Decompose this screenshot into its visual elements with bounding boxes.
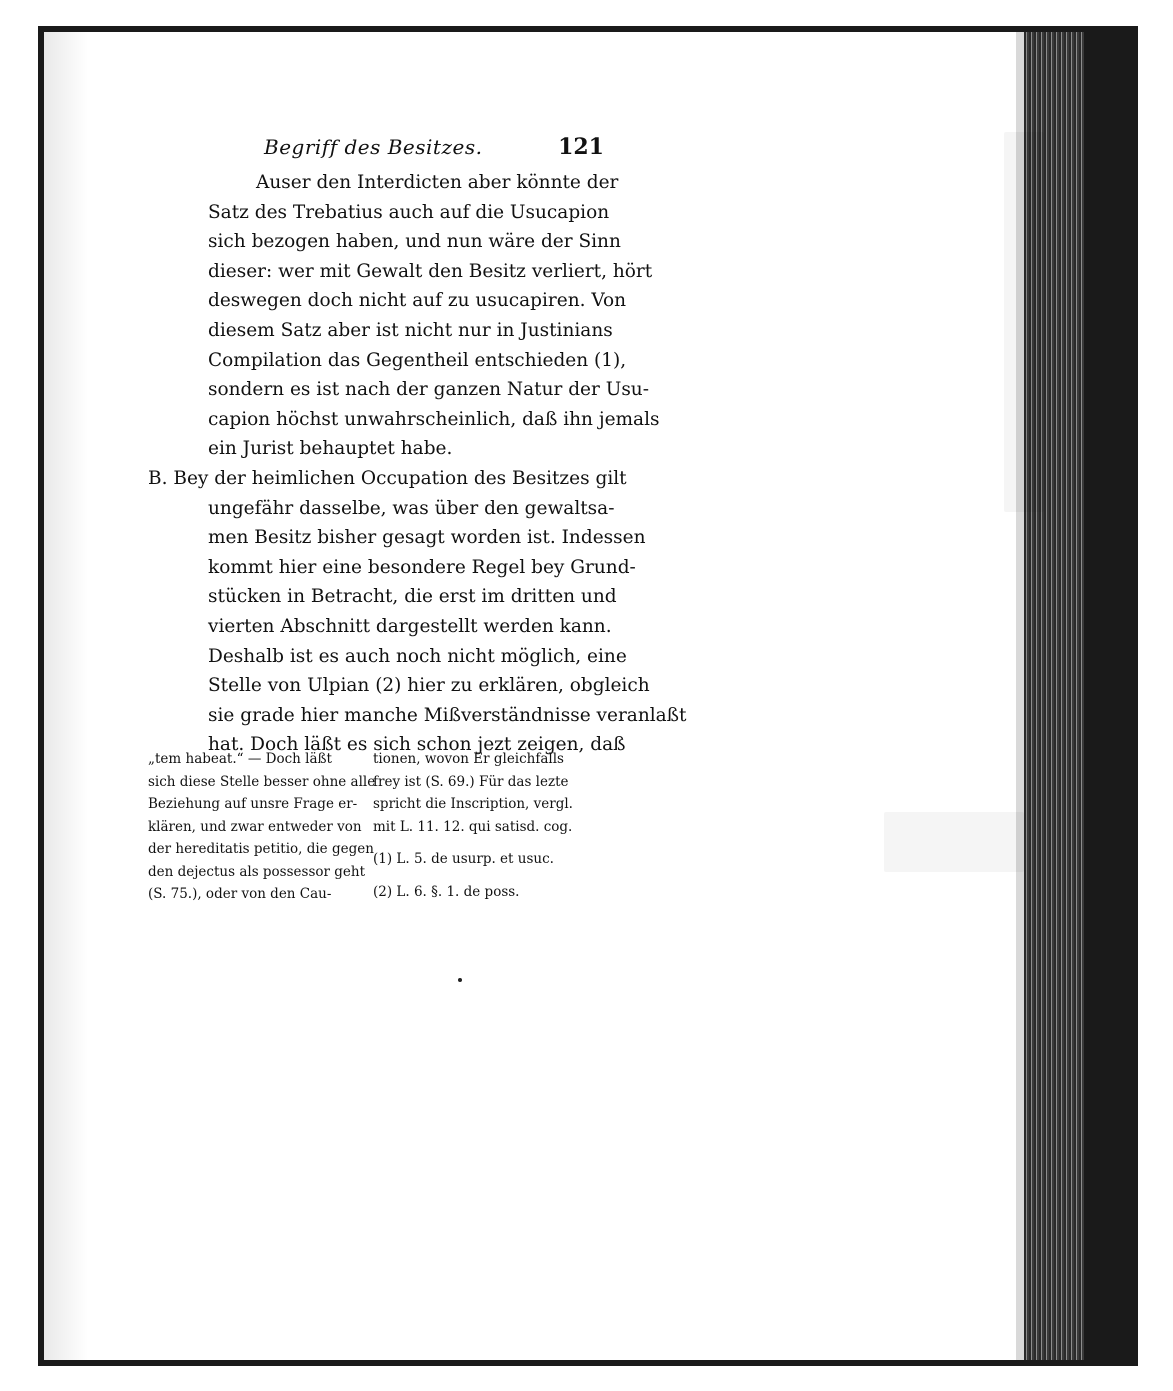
page-number: 121 <box>558 134 604 160</box>
text-line: capion höchst unwahrscheinlich, daß ihn jemals <box>208 408 660 430</box>
footnote-spacer <box>373 838 588 848</box>
ink-speck <box>458 978 462 982</box>
show-through <box>884 812 1024 872</box>
text-line: Compilation das Gegentheil entschieden (1), <box>208 349 627 371</box>
text-line: sondern es ist nach der ganzen Natur der Usu- <box>208 379 649 401</box>
footnote-line: tionen, wovon Er gleichfalls <box>373 751 564 767</box>
text-line: hat. Doch läßt es sich schon jezt zeigen, daß <box>208 734 626 756</box>
footnote-line: „tem habeat.“ — Doch läßt <box>148 751 332 767</box>
running-head <box>164 134 604 160</box>
text-line: diesem Satz aber ist nicht nur in Justinians <box>208 319 613 341</box>
footnote-line: klären, und zwar entweder von <box>148 818 362 835</box>
text-line: sich bezogen haben, und nun wäre der Sinn <box>208 231 621 253</box>
text-line: Satz des Trebatius auch auf die Usucapion <box>208 201 610 223</box>
footnote-column-left <box>148 748 376 906</box>
text-line: men Besitz bisher gesagt worden ist. Indessen <box>208 527 646 549</box>
footnote-line: spricht die Inscription, vergl. <box>373 796 573 812</box>
text-line: Auser den Interdicten aber könnte der <box>256 172 619 193</box>
text-line: ein Jurist behauptet habe. <box>208 438 453 460</box>
text-line: Stelle von Ulpian (2) hier zu erklären, obgleich <box>208 675 650 697</box>
footnotes <box>148 748 598 906</box>
text-line: stücken in Betracht, die erst im dritten und <box>208 586 617 608</box>
footnote-line: mit L. 11. 12. qui satisd. cog. <box>373 818 573 835</box>
text-line: Deshalb ist es auch noch nicht möglich, eine <box>208 645 627 667</box>
footnote-note-1: (1) L. 5. de usurp. et usuc. <box>373 851 554 867</box>
body-text <box>148 168 687 760</box>
footnote-line: sich diese Stelle besser ohne alle <box>148 773 376 790</box>
footnote-spacer <box>373 871 588 881</box>
footnote-note-2: (2) L. 6. §. 1. de poss. <box>373 883 520 900</box>
text-line: deswegen doch nicht auf zu usucapiren. Von <box>208 290 627 312</box>
text-line: vierten Abschnitt dargestellt werden kann. <box>208 615 612 637</box>
text-line: sie grade hier manche Mißverständnisse veranlaßt <box>208 704 687 726</box>
footnote-line: Beziehung auf unsre Frage er- <box>148 796 358 812</box>
show-through <box>1004 132 1044 512</box>
footnote-column-right <box>373 748 588 906</box>
text-line: dieser: wer mit Gewalt den Besitz verliert, hört <box>208 260 653 282</box>
footnote-line: frey ist (S. 69.) Für das lezte <box>373 773 569 790</box>
text-line: kommt hier eine besondere Regel bey Grund- <box>208 556 636 578</box>
footnote-line: (S. 75.), oder von den Cau- <box>148 886 332 902</box>
text-line: B. Bey der heimlichen Occupation des Besitzes gilt <box>148 467 627 489</box>
footnote-line: der hereditatis petitio, die gegen <box>148 841 374 857</box>
page-bleed-through <box>44 32 88 1360</box>
text-line: ungefähr dasselbe, was über den gewaltsa- <box>208 497 615 519</box>
footnote-line: den dejectus als possessor geht <box>148 863 366 880</box>
main-text-block <box>148 134 687 760</box>
running-title: Begriff des Besitzes. <box>264 135 483 159</box>
book-page <box>44 32 1084 1360</box>
